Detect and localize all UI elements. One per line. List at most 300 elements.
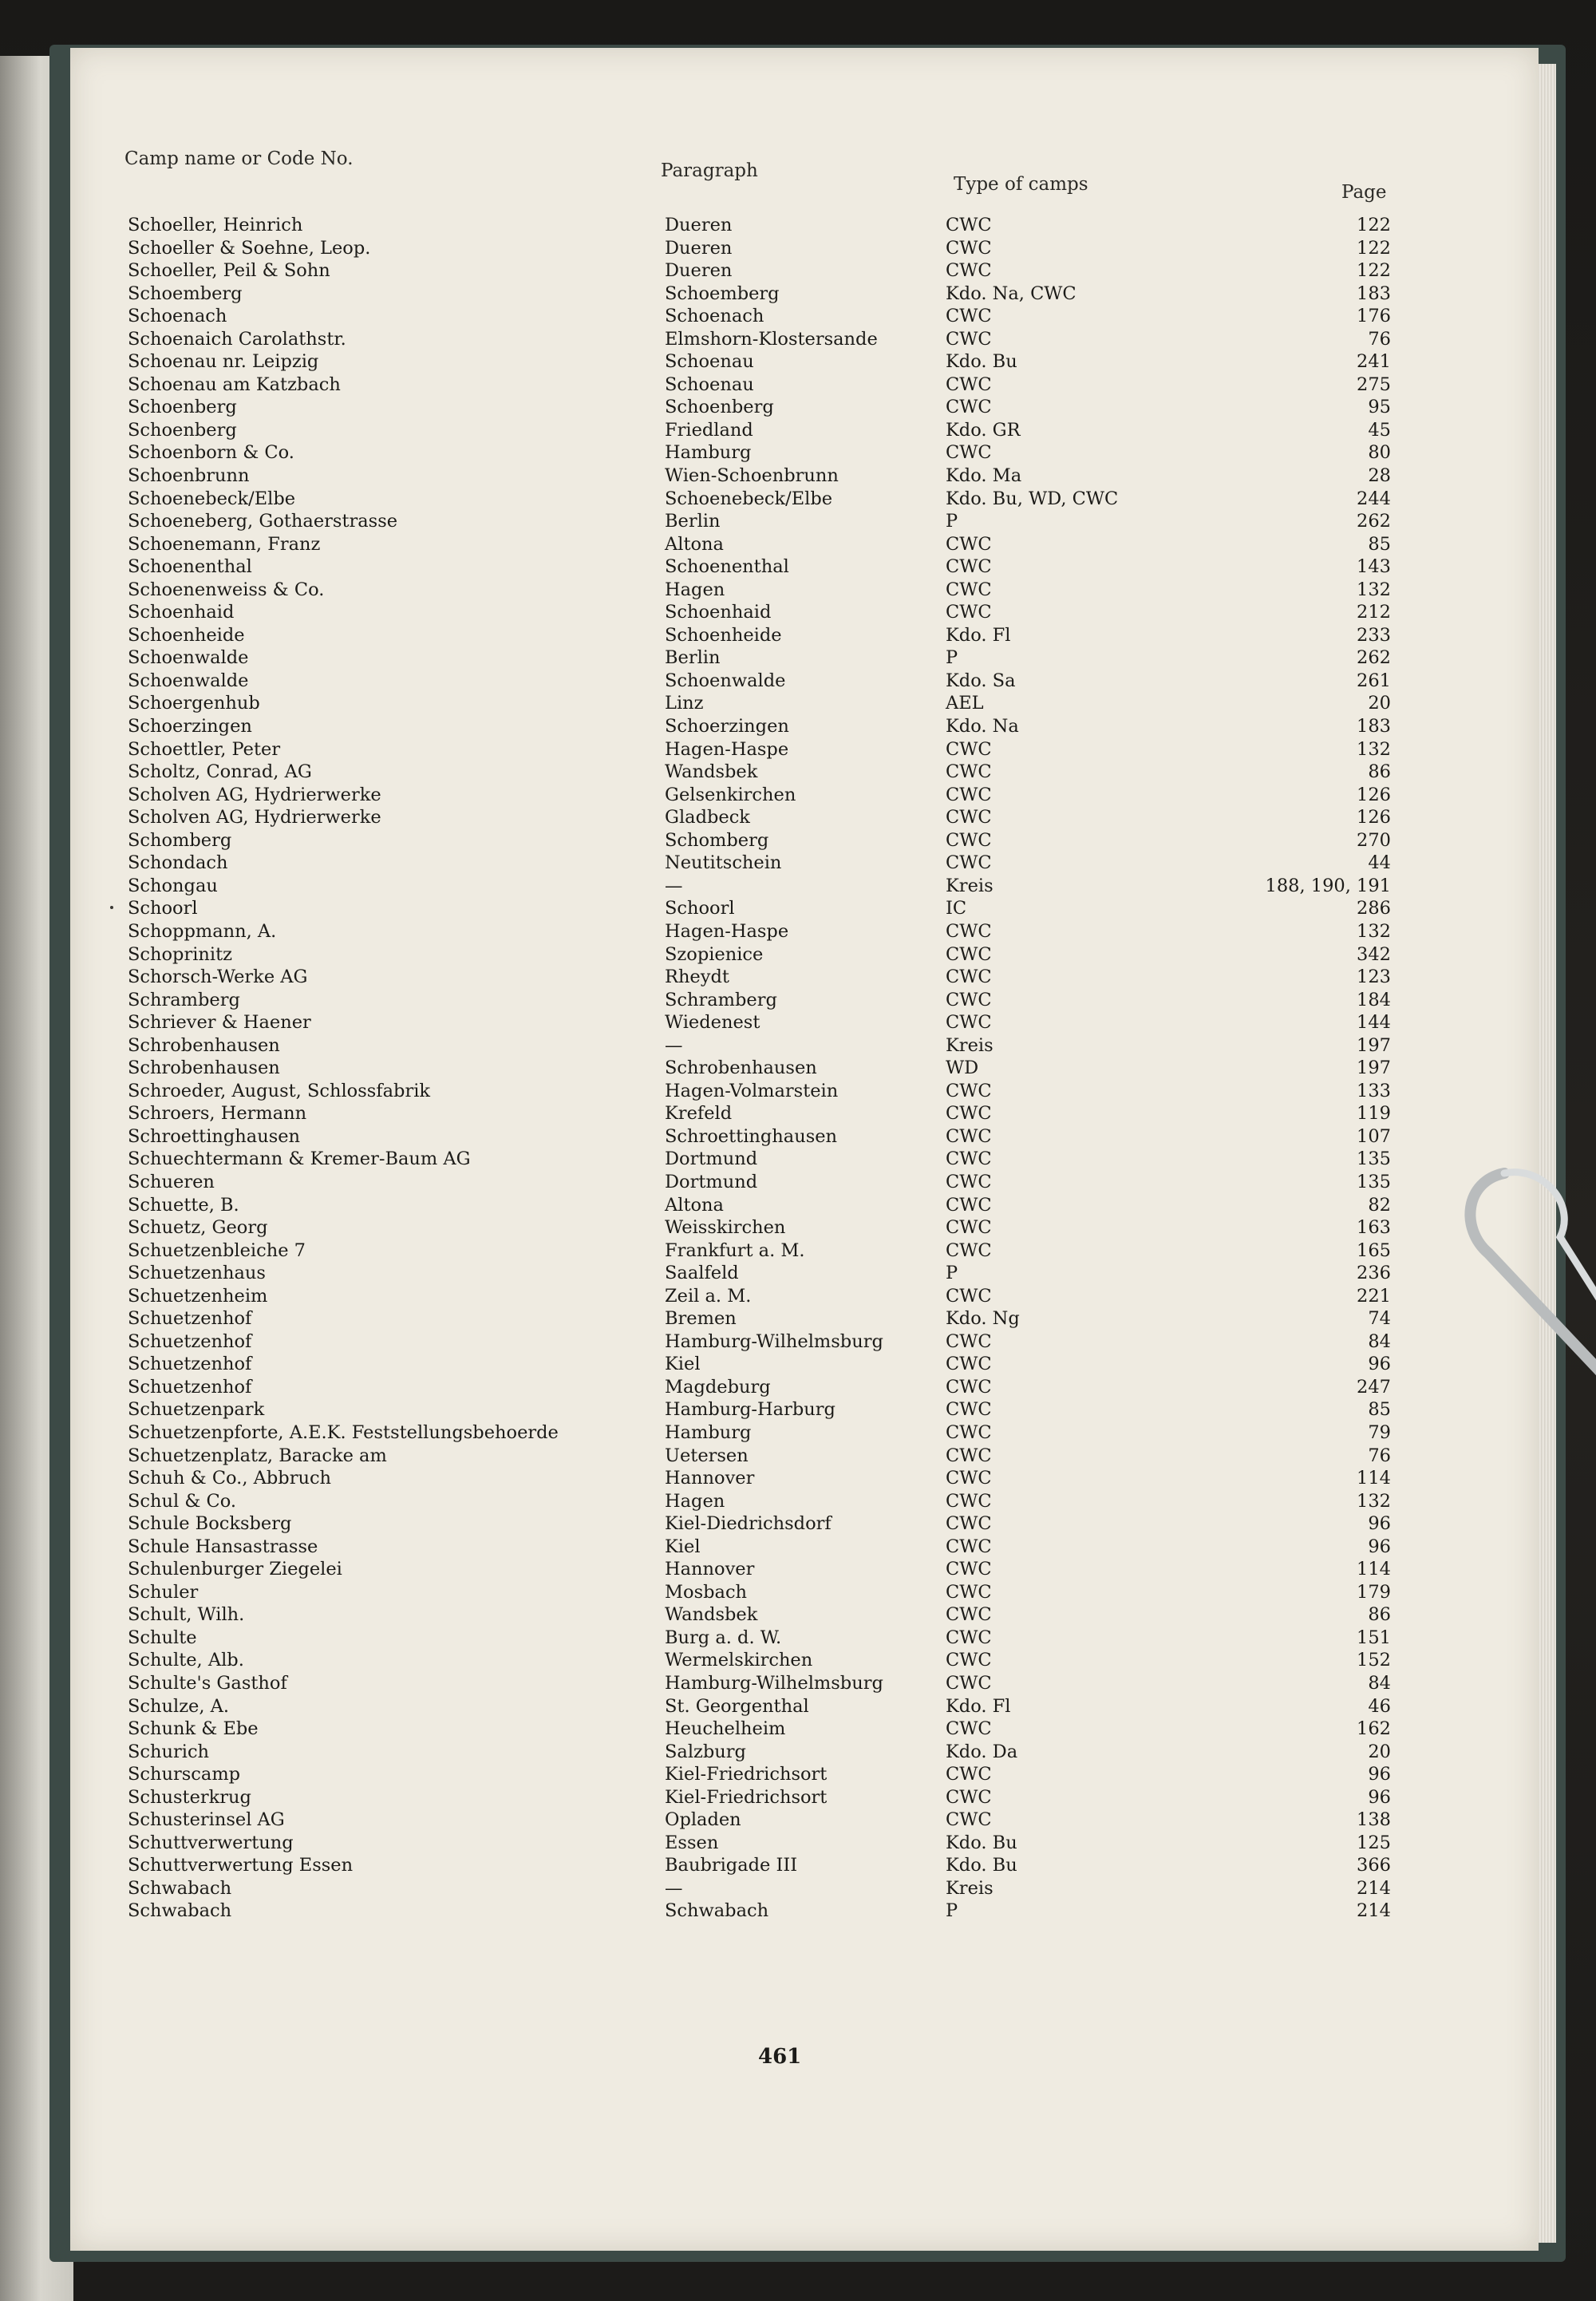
paragraph: Magdeburg <box>665 1376 771 1398</box>
paragraph: Essen <box>665 1832 719 1853</box>
camp-type: CWC <box>946 852 992 874</box>
camp-name: Schuh & Co., Abbruch <box>128 1468 332 1489</box>
camp-type: CWC <box>946 1354 992 1375</box>
camp-name: Schoenborn & Co. <box>128 442 294 464</box>
camp-type: CWC <box>946 1764 992 1785</box>
paragraph: Hamburg-Wilhelmsburg <box>665 1673 883 1694</box>
paragraph: Schoenberg <box>665 397 774 418</box>
table-row <box>0 624 1468 647</box>
table-row <box>0 943 1468 967</box>
paragraph: Frankfurt a. M. <box>665 1239 805 1261</box>
paragraph: Wien-Schoenbrunn <box>665 465 839 487</box>
camp-name: Schul & Co. <box>128 1490 237 1512</box>
camp-type: Kdo. Fl <box>946 1695 1011 1717</box>
page-ref: 162 <box>1357 1718 1391 1740</box>
camp-name: Schoenbrunn <box>128 465 250 487</box>
table-row <box>0 1285 1468 1308</box>
page-ref: 123 <box>1357 967 1391 988</box>
page-ref: 214 <box>1357 1877 1391 1899</box>
camp-type: CWC <box>946 1490 992 1512</box>
camp-name: Schroers, Hermann <box>128 1103 307 1125</box>
page-ref: 244 <box>1357 488 1391 509</box>
camp-type: P <box>946 1900 958 1922</box>
paragraph: Schwabach <box>665 1900 769 1922</box>
paragraph: Altona <box>665 533 724 555</box>
camp-type: Kdo. Da <box>946 1741 1018 1762</box>
table-row <box>0 374 1468 397</box>
page-ref: 212 <box>1357 602 1391 623</box>
camp-name: Schoeneberg, Gothaerstrasse <box>128 511 398 532</box>
camp-name: Schulte, Alb. <box>128 1650 244 1671</box>
camp-name: Schult, Wilh. <box>128 1604 245 1626</box>
paragraph: Uetersen <box>665 1445 749 1466</box>
camp-name: Schuetzenhaus <box>128 1263 266 1284</box>
page-ref: 84 <box>1368 1673 1391 1694</box>
paragraph: Schoenwalde <box>665 670 786 691</box>
table-row <box>0 1330 1468 1354</box>
page-ref: 342 <box>1357 943 1391 965</box>
paragraph: Hamburg-Harburg <box>665 1399 836 1421</box>
page-ref: 183 <box>1357 716 1391 737</box>
paragraph: Kiel-Friedrichsort <box>665 1764 828 1785</box>
camp-type: CWC <box>946 556 992 578</box>
page-ref: 132 <box>1357 920 1391 942</box>
camp-name: Schoergenhub <box>128 693 260 714</box>
page-ref: 80 <box>1368 442 1391 464</box>
header-paragraph: Paragraph <box>661 160 758 181</box>
paragraph: Schoerzingen <box>665 716 789 737</box>
page-ref: 86 <box>1368 1604 1391 1626</box>
paragraph: Kiel <box>665 1354 701 1375</box>
camp-type: CWC <box>946 1786 992 1808</box>
camp-type: CWC <box>946 1421 992 1443</box>
table-row <box>0 715 1468 738</box>
camp-name: Schoenebeck/Elbe <box>128 488 296 509</box>
paragraph: Bremen <box>665 1308 737 1330</box>
camp-type: CWC <box>946 967 992 988</box>
paragraph: Hagen-Haspe <box>665 920 789 942</box>
table-row <box>0 1695 1468 1718</box>
paragraph: Schoenenthal <box>665 556 789 578</box>
paragraph: Wiedenest <box>665 1012 760 1034</box>
camp-name: Schwabach <box>128 1877 232 1899</box>
camp-type: CWC <box>946 1718 992 1740</box>
camp-type: CWC <box>946 306 992 327</box>
camp-name: Schrobenhausen <box>128 1034 280 1056</box>
page-ref: 86 <box>1368 761 1391 783</box>
camp-type: Kdo. Bu <box>946 351 1017 373</box>
paragraph: Szopienice <box>665 943 764 965</box>
table-row <box>0 670 1468 693</box>
page-ref: 135 <box>1357 1149 1391 1170</box>
table-row <box>0 1809 1468 1832</box>
page-ref: 247 <box>1357 1376 1391 1398</box>
table-row <box>0 214 1468 237</box>
page-ref: 114 <box>1357 1559 1391 1580</box>
table-row <box>0 1581 1468 1604</box>
camp-type: CWC <box>946 1239 992 1261</box>
camp-type: CWC <box>946 1559 992 1580</box>
camp-name: Schoenheide <box>128 624 245 646</box>
camp-type: CWC <box>946 1012 992 1034</box>
paragraph: Rheydt <box>665 967 729 988</box>
table-row <box>0 396 1468 419</box>
camp-type: P <box>946 647 958 669</box>
camp-name: Schule Hansastrasse <box>128 1536 318 1557</box>
page-ref: 76 <box>1368 328 1391 350</box>
paragraph: Schoenheide <box>665 624 782 646</box>
camp-type: CWC <box>946 397 992 418</box>
paragraph: Schroettinghausen <box>665 1125 838 1147</box>
table-row <box>0 1307 1468 1330</box>
camp-type: CWC <box>946 1604 992 1626</box>
table-row <box>0 441 1468 465</box>
camp-name: Schroeder, August, Schlossfabrik <box>128 1080 431 1101</box>
paragraph: Neutitschein <box>665 852 782 874</box>
table-row <box>0 1102 1468 1125</box>
table-row <box>0 601 1468 624</box>
camp-type: Kdo. GR <box>946 419 1021 441</box>
table-row <box>0 897 1468 920</box>
page-ref: 132 <box>1357 738 1391 760</box>
paragraph: Saalfeld <box>665 1263 739 1284</box>
paragraph: Kiel-Friedrichsort <box>665 1786 828 1808</box>
camp-type: CWC <box>946 807 992 828</box>
page-stack-edge <box>1539 64 1556 2243</box>
camp-type: CWC <box>946 1376 992 1398</box>
camp-type: CWC <box>946 1080 992 1101</box>
page-ref: 96 <box>1368 1536 1391 1557</box>
page-ref: 85 <box>1368 1399 1391 1421</box>
page-ref: 126 <box>1357 784 1391 805</box>
table-row <box>0 966 1468 989</box>
page-ref: 366 <box>1357 1855 1391 1876</box>
camp-type: CWC <box>946 579 992 600</box>
page-ref: 236 <box>1357 1263 1391 1284</box>
table-row <box>0 510 1468 533</box>
camp-name: Schramberg <box>128 989 240 1010</box>
paragraph: Schoorl <box>665 898 735 919</box>
camp-name: Schule Bocksberg <box>128 1513 292 1535</box>
page-ref: 79 <box>1368 1421 1391 1443</box>
table-row <box>0 1627 1468 1650</box>
page-ref: 20 <box>1368 1741 1391 1762</box>
page-ref: 125 <box>1357 1832 1391 1853</box>
table-row <box>0 1262 1468 1285</box>
camp-type: Kdo. Na <box>946 716 1019 737</box>
table-row <box>0 465 1468 488</box>
camp-type: CWC <box>946 1581 992 1603</box>
paragraph: — <box>665 1034 683 1056</box>
table-row <box>0 1467 1468 1490</box>
table-row <box>0 555 1468 579</box>
paragraph: Linz <box>665 693 704 714</box>
camp-name: Schuetzenpforte, A.E.K. Feststellungsbehoerde <box>128 1421 559 1443</box>
paragraph: Friedland <box>665 419 753 441</box>
camp-type: CWC <box>946 989 992 1010</box>
table-row <box>0 1445 1468 1468</box>
camp-name: Schulze, A. <box>128 1695 230 1717</box>
camp-name: Schuetzenhof <box>128 1330 252 1352</box>
page-ref: 143 <box>1357 556 1391 578</box>
paragraph: Dueren <box>665 237 733 259</box>
camp-type: Kdo. Na, CWC <box>946 283 1077 304</box>
paragraph: Dueren <box>665 215 733 235</box>
camp-type: CWC <box>946 328 992 350</box>
page-ref: 197 <box>1357 1034 1391 1056</box>
page-ref: 107 <box>1357 1125 1391 1147</box>
camp-name: Schusterkrug <box>128 1786 251 1808</box>
camp-type: CWC <box>946 1809 992 1831</box>
camp-type: CWC <box>946 1627 992 1648</box>
paragraph: — <box>665 1877 683 1899</box>
header-camp-name: Camp name or Code No. <box>124 148 354 169</box>
paragraph: Hagen <box>665 1490 725 1512</box>
paragraph: Opladen <box>665 1809 741 1831</box>
paragraph: Hamburg <box>665 442 752 464</box>
camp-type: Kreis <box>946 1034 994 1056</box>
camp-name: Schuetzenpark <box>128 1399 265 1421</box>
page-ref: 76 <box>1368 1445 1391 1466</box>
camp-name: Schwabach <box>128 1900 232 1922</box>
camp-type: CWC <box>946 237 992 259</box>
table-row <box>0 1239 1468 1263</box>
camp-name: Schuechtermann & Kremer-Baum AG <box>128 1149 471 1170</box>
paper-clip-icon <box>1456 1157 1596 1421</box>
camp-type: CWC <box>946 1513 992 1535</box>
camp-name: Schunk & Ebe <box>128 1718 259 1740</box>
camp-name: Schrobenhausen <box>128 1058 280 1079</box>
camp-type: CWC <box>946 920 992 942</box>
camp-name: Schueren <box>128 1171 215 1192</box>
camp-name: Schuetzenhof <box>128 1376 252 1398</box>
paragraph: Elmshorn-Klostersande <box>665 328 878 350</box>
camp-type: CWC <box>946 374 992 395</box>
paragraph: Hannover <box>665 1468 755 1489</box>
camp-name: Schuetzenbleiche 7 <box>128 1239 306 1261</box>
table-row <box>0 1854 1468 1877</box>
camp-name: Scholven AG, Hydrierwerke <box>128 807 381 828</box>
camp-type: CWC <box>946 761 992 783</box>
page-ref: 133 <box>1357 1080 1391 1101</box>
table-row <box>0 1376 1468 1399</box>
table-row <box>0 1194 1468 1217</box>
page-ref: 270 <box>1357 829 1391 851</box>
table-row <box>0 806 1468 829</box>
table-row <box>0 1398 1468 1421</box>
paragraph: Berlin <box>665 647 721 669</box>
camp-type: CWC <box>946 1330 992 1352</box>
camp-name: Schorsch-Werke AG <box>128 967 308 988</box>
page-ref: 135 <box>1357 1171 1391 1192</box>
header-page: Page <box>1341 182 1387 203</box>
table-row <box>0 852 1468 875</box>
page-ref: 184 <box>1357 989 1391 1010</box>
camp-name: Schusterinsel AG <box>128 1809 285 1831</box>
page-ref: 114 <box>1357 1468 1391 1489</box>
paragraph: Schoenau <box>665 374 754 395</box>
paragraph: Wermelskirchen <box>665 1650 813 1671</box>
paragraph: Baubrigade III <box>665 1855 798 1876</box>
camp-name: Schoenwalde <box>128 647 249 669</box>
page-ref: 262 <box>1357 511 1391 532</box>
paragraph: Schrobenhausen <box>665 1058 817 1079</box>
paragraph: Hagen-Volmarstein <box>665 1080 839 1101</box>
paragraph: Altona <box>665 1194 724 1216</box>
table-row <box>0 283 1468 306</box>
page-ref: 233 <box>1357 624 1391 646</box>
camp-type: CWC <box>946 1445 992 1466</box>
table-row <box>0 1011 1468 1034</box>
page-ref: 214 <box>1357 1900 1391 1922</box>
table-row <box>0 784 1468 807</box>
page-ref: 262 <box>1357 647 1391 669</box>
table-row <box>0 1148 1468 1171</box>
table-row <box>0 488 1468 511</box>
camp-name: Schoenhaid <box>128 602 235 623</box>
paragraph: Schoemberg <box>665 283 780 304</box>
table-row <box>0 1718 1468 1741</box>
table-row <box>0 237 1468 260</box>
page-ref: 122 <box>1357 237 1391 259</box>
table-row <box>0 692 1468 715</box>
table-row <box>0 1057 1468 1080</box>
table-row <box>0 875 1468 898</box>
page-ref: 84 <box>1368 1330 1391 1352</box>
table-row <box>0 1786 1468 1809</box>
camp-name: Schriever & Haener <box>128 1012 311 1034</box>
paragraph: Hamburg-Wilhelmsburg <box>665 1330 883 1352</box>
table-row <box>0 328 1468 351</box>
table-row <box>0 1171 1468 1194</box>
camp-name: Schoenach <box>128 306 227 327</box>
camp-type: Kreis <box>946 1877 994 1899</box>
camp-name: Schoenaich Carolathstr. <box>128 328 346 350</box>
camp-type: CWC <box>946 1125 992 1147</box>
page-ref: 152 <box>1357 1650 1391 1671</box>
camp-type: CWC <box>946 1673 992 1694</box>
page-ref: 82 <box>1368 1194 1391 1216</box>
page-ref: 96 <box>1368 1513 1391 1535</box>
camp-name: Schondach <box>128 852 228 874</box>
table-row <box>0 738 1468 761</box>
paragraph: Heuchelheim <box>665 1718 786 1740</box>
camp-name: Schuetzenplatz, Baracke am <box>128 1445 387 1466</box>
page-ref: 138 <box>1357 1809 1391 1831</box>
page-ref: 28 <box>1368 465 1391 487</box>
camp-name: Schuetzenhof <box>128 1308 252 1330</box>
camp-name: Schurich <box>128 1741 210 1762</box>
table-row <box>0 1421 1468 1445</box>
camp-type: CWC <box>946 442 992 464</box>
paragraph: Schoenau <box>665 351 754 373</box>
page-ref: 183 <box>1357 283 1391 304</box>
page-ref: 96 <box>1368 1764 1391 1785</box>
camp-name: Schoettler, Peter <box>128 738 281 760</box>
page-ref: 85 <box>1368 533 1391 555</box>
table-row <box>0 829 1468 852</box>
page-ref: 144 <box>1357 1012 1391 1034</box>
table-row <box>0 305 1468 328</box>
camp-type: CWC <box>946 1171 992 1192</box>
paragraph: Schoenach <box>665 306 764 327</box>
table-row <box>0 1216 1468 1239</box>
camp-name: Schoenau am Katzbach <box>128 374 341 395</box>
paragraph: Wandsbek <box>665 1604 758 1626</box>
table-row <box>0 1832 1468 1855</box>
camp-name: Scholtz, Conrad, AG <box>128 761 312 783</box>
camp-type: Kdo. Ng <box>946 1308 1020 1330</box>
paragraph: Schoenhaid <box>665 602 772 623</box>
camp-type: WD <box>946 1058 979 1079</box>
paragraph: — <box>665 875 683 896</box>
camp-type: CWC <box>946 533 992 555</box>
table-row <box>0 1672 1468 1695</box>
camp-type: CWC <box>946 1650 992 1671</box>
camp-type: Kdo. Fl <box>946 624 1011 646</box>
page-ref: 132 <box>1357 1490 1391 1512</box>
camp-name: Schulte's Gasthof <box>128 1673 287 1694</box>
page-ref: 151 <box>1357 1627 1391 1648</box>
camp-name: Schongau <box>128 875 218 896</box>
table-row <box>0 1558 1468 1581</box>
camp-type: CWC <box>946 784 992 805</box>
camp-name: Schoenau nr. Leipzig <box>128 351 319 373</box>
camp-name: Schuetzenhof <box>128 1354 252 1375</box>
paragraph: Weisskirchen <box>665 1217 786 1239</box>
camp-name: Schoenemann, Franz <box>128 533 321 555</box>
camp-name: Schoerzingen <box>128 716 252 737</box>
camp-name: Schuetzenheim <box>128 1285 268 1307</box>
table-row <box>0 1490 1468 1513</box>
camp-name: Schroettinghausen <box>128 1125 301 1147</box>
table-row <box>0 1649 1468 1672</box>
camp-name: Schoemberg <box>128 283 243 304</box>
camp-name: Schurscamp <box>128 1764 241 1785</box>
table-row <box>0 1741 1468 1764</box>
camp-type: CWC <box>946 1468 992 1489</box>
camp-type: CWC <box>946 738 992 760</box>
table-row <box>0 419 1468 442</box>
camp-type: Kdo. Ma <box>946 465 1022 487</box>
camp-type: Kdo. Bu, WD, CWC <box>946 488 1119 509</box>
paragraph: Gelsenkirchen <box>665 784 796 805</box>
page-ref: 241 <box>1357 351 1391 373</box>
camp-type: P <box>946 511 958 532</box>
camp-name: Schulenburger Ziegelei <box>128 1559 342 1580</box>
camp-type: IC <box>946 898 967 919</box>
paragraph: Dueren <box>665 260 733 282</box>
paragraph: Hannover <box>665 1559 755 1580</box>
page-ref: 46 <box>1368 1695 1391 1717</box>
paragraph: Hagen-Haspe <box>665 738 789 760</box>
page-ref: 119 <box>1357 1103 1391 1125</box>
paragraph: Zeil a. M. <box>665 1285 752 1307</box>
camp-type: CWC <box>946 215 992 235</box>
camp-name: Schoenenthal <box>128 556 252 578</box>
page-ref: 179 <box>1357 1581 1391 1603</box>
table-row <box>0 350 1468 374</box>
camp-name: Schoenenweiss & Co. <box>128 579 325 600</box>
camp-name: Schoprinitz <box>128 943 232 965</box>
paragraph: Hagen <box>665 579 725 600</box>
page-ref: 275 <box>1357 374 1391 395</box>
table-row <box>0 1763 1468 1786</box>
page-ref: 197 <box>1357 1058 1391 1079</box>
page-ref: 286 <box>1357 898 1391 919</box>
camp-name: Schuetz, Georg <box>128 1217 268 1239</box>
page-ref: 44 <box>1368 852 1391 874</box>
